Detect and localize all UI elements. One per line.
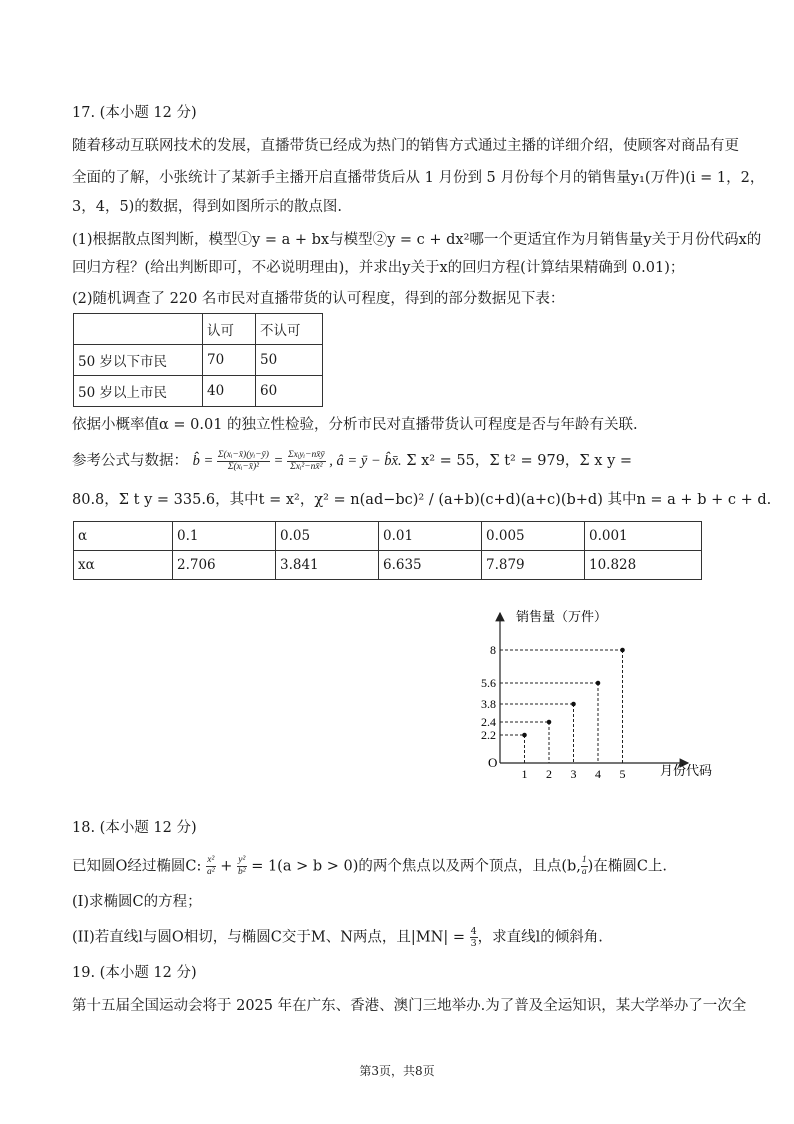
table-cell: 60: [256, 376, 323, 407]
q17-intro-line-2: 全面的了解，小张统计了某新手主播开启直播带货后从 1 月份到 5 月份每个月的销售量y₁(万件)(i = 1，2，: [72, 170, 765, 186]
table-cell: 6.635: [379, 551, 482, 580]
page-footer: 第3页，共8页: [359, 1064, 435, 1078]
y-tick-label: 2.2: [481, 728, 496, 742]
q17-part2: (2)随机调查了 220 名市民对直播带货的认可程度，得到的部分数据见下表：: [72, 291, 565, 307]
y-axis-label: 销售量（万件）: [516, 610, 608, 625]
table-cell: 0.005: [482, 522, 585, 551]
table-cell: 50: [256, 345, 323, 376]
origin-label: O: [488, 755, 498, 770]
y-tick-label: 5.6: [481, 676, 496, 690]
table-cell: 0.1: [173, 522, 276, 551]
data-point: [620, 648, 625, 653]
y-tick-label: 2.4: [481, 715, 496, 729]
q17-intro-line-1: 随着移动互联网技术的发展，直播带货已经成为热门的销售方式通过主播的详细介绍，使顾客对商品有更: [72, 138, 739, 154]
table-row: [74, 522, 702, 551]
table-cell: 40: [203, 376, 256, 407]
q17-part1-line-1: (1)根据散点图判断，模型①y = a + bx与模型②y = c + dx²哪一个更适宜作为月销售量y关于月份代码x的: [72, 232, 762, 248]
table-row: [74, 376, 323, 407]
q17-header: 17. (本小题 12 分): [72, 105, 197, 121]
regression-formula: b̂ = $\frac{\text{Σ(xᵢ−x̄)(yᵢ−ȳ)}}{\text{Σ(xᵢ−x̄)²}}$ = $\frac{\text{Σxᵢyᵢ−nx̄ȳ}}{\text{Σxᵢ²−nx̄²}}$ , â = ȳ − b̂x̄.: [192, 450, 402, 472]
y-tick-label: 3.8: [481, 697, 496, 711]
x-tick-label: 3: [570, 767, 577, 781]
table-cell: 0.05: [276, 522, 379, 551]
q17-intro-line-3: 3，4，5)的数据，得到如图所示的散点图.: [72, 199, 342, 215]
q18-line-1-start: 已知圆O经过椭圆C:: [72, 858, 202, 875]
q18-part1: (I)求椭圆C的方程；: [72, 894, 202, 910]
one-over-a-fraction: $\frac{1}{a}$: [581, 855, 587, 877]
q17-part1-line-2: 回归方程？(给出判断即可，不必说明理由)，并求出y关于x的回归方程(计算结果精确到 0.01)；: [72, 260, 685, 276]
q17-reference-line-2: 80.8，Σ t y = 335.6，其中t = x²，χ² = n(ad−bc)² / (a+b)(c+d)(a+c)(b+d) 其中n = a + b + c + d.: [72, 492, 772, 508]
table-cell: 2.706: [173, 551, 276, 580]
q18-part2-end: ，求直线l的倾斜角.: [477, 929, 603, 946]
table-cell: α: [74, 522, 173, 551]
data-point: [522, 733, 527, 738]
data-point: [571, 702, 576, 707]
q18-header: 18. (本小题 12 分): [72, 820, 197, 836]
q19-header: 19. (本小题 12 分): [72, 965, 197, 981]
q17-test-line: 依据小概率值α = 0.01 的独立性检验，分析市民对直播带货认可程度是否与年龄有关联.: [72, 417, 638, 433]
x-tick-label: 2: [546, 767, 552, 781]
reference-sums: Σ x² = 55，Σ t² = 979，Σ x y =: [406, 452, 633, 469]
table-cell: 50 岁以上市民: [74, 376, 203, 407]
q19-line-1: 第十五届全国运动会将于 2025 年在广东、香港、澳门三地举办.为了普及全运知识，某大学举办了一次全: [72, 998, 747, 1014]
reference-label: 参考公式与数据：: [72, 452, 188, 469]
sales-scatter-chart: [470, 605, 730, 785]
table-header-cell: 认可: [203, 314, 256, 345]
y-tick-label: 8: [490, 643, 496, 657]
x-tick-label: 1: [521, 767, 528, 781]
survey-table: [73, 313, 323, 407]
x2-over-a2-fraction: $\frac{\text{x²}}{\text{a²}}$: [206, 855, 215, 877]
q17-reference-line-1: [72, 450, 632, 473]
table-row: [74, 314, 323, 345]
data-point: [596, 681, 601, 686]
q18-part2: [72, 926, 603, 949]
y2-over-b2-fraction: $\frac{\text{y²}}{\text{b²}}$: [237, 855, 246, 877]
q18-line-1: 已知圆O经过椭圆C: $\frac{\text{x²}}{\text{a²}}$ + $\frac{\text{y²}}{\text{b²}}$ = 1(a > b > 0)的两个焦点以及两个顶点，且点(b, $\frac{1}{a}$ )在椭圆C上.: [72, 855, 668, 877]
table-cell: 3.841: [276, 551, 379, 580]
table-row: [74, 551, 702, 580]
x-axis-label: 月份代码: [660, 764, 713, 779]
q18-line-1-mid: = 1(a > b > 0)的两个焦点以及两个顶点，且点(b,: [251, 858, 581, 875]
q18-line-1-end: )在椭圆C上.: [587, 858, 668, 875]
critical-value-table: [73, 521, 702, 580]
q18-part2-start: (II)若直线l与圆O相切，与椭圆C交于M、N两点，且|MN| =: [72, 929, 465, 946]
four-thirds-fraction: $\frac{4}{3}$: [470, 926, 477, 949]
x-tick-label: 5: [619, 767, 626, 781]
table-cell: 0.01: [379, 522, 482, 551]
table-cell: 7.879: [482, 551, 585, 580]
table-cell: [74, 314, 203, 345]
table-header-cell: 不认可: [256, 314, 323, 345]
table-row: [74, 345, 323, 376]
table-cell: xα: [74, 551, 173, 580]
table-cell: 70: [203, 345, 256, 376]
table-cell: 10.828: [585, 551, 702, 580]
table-cell: 50 岁以下市民: [74, 345, 203, 376]
data-point: [547, 720, 552, 725]
x-tick-label: 4: [595, 767, 601, 781]
table-cell: 0.001: [585, 522, 702, 551]
